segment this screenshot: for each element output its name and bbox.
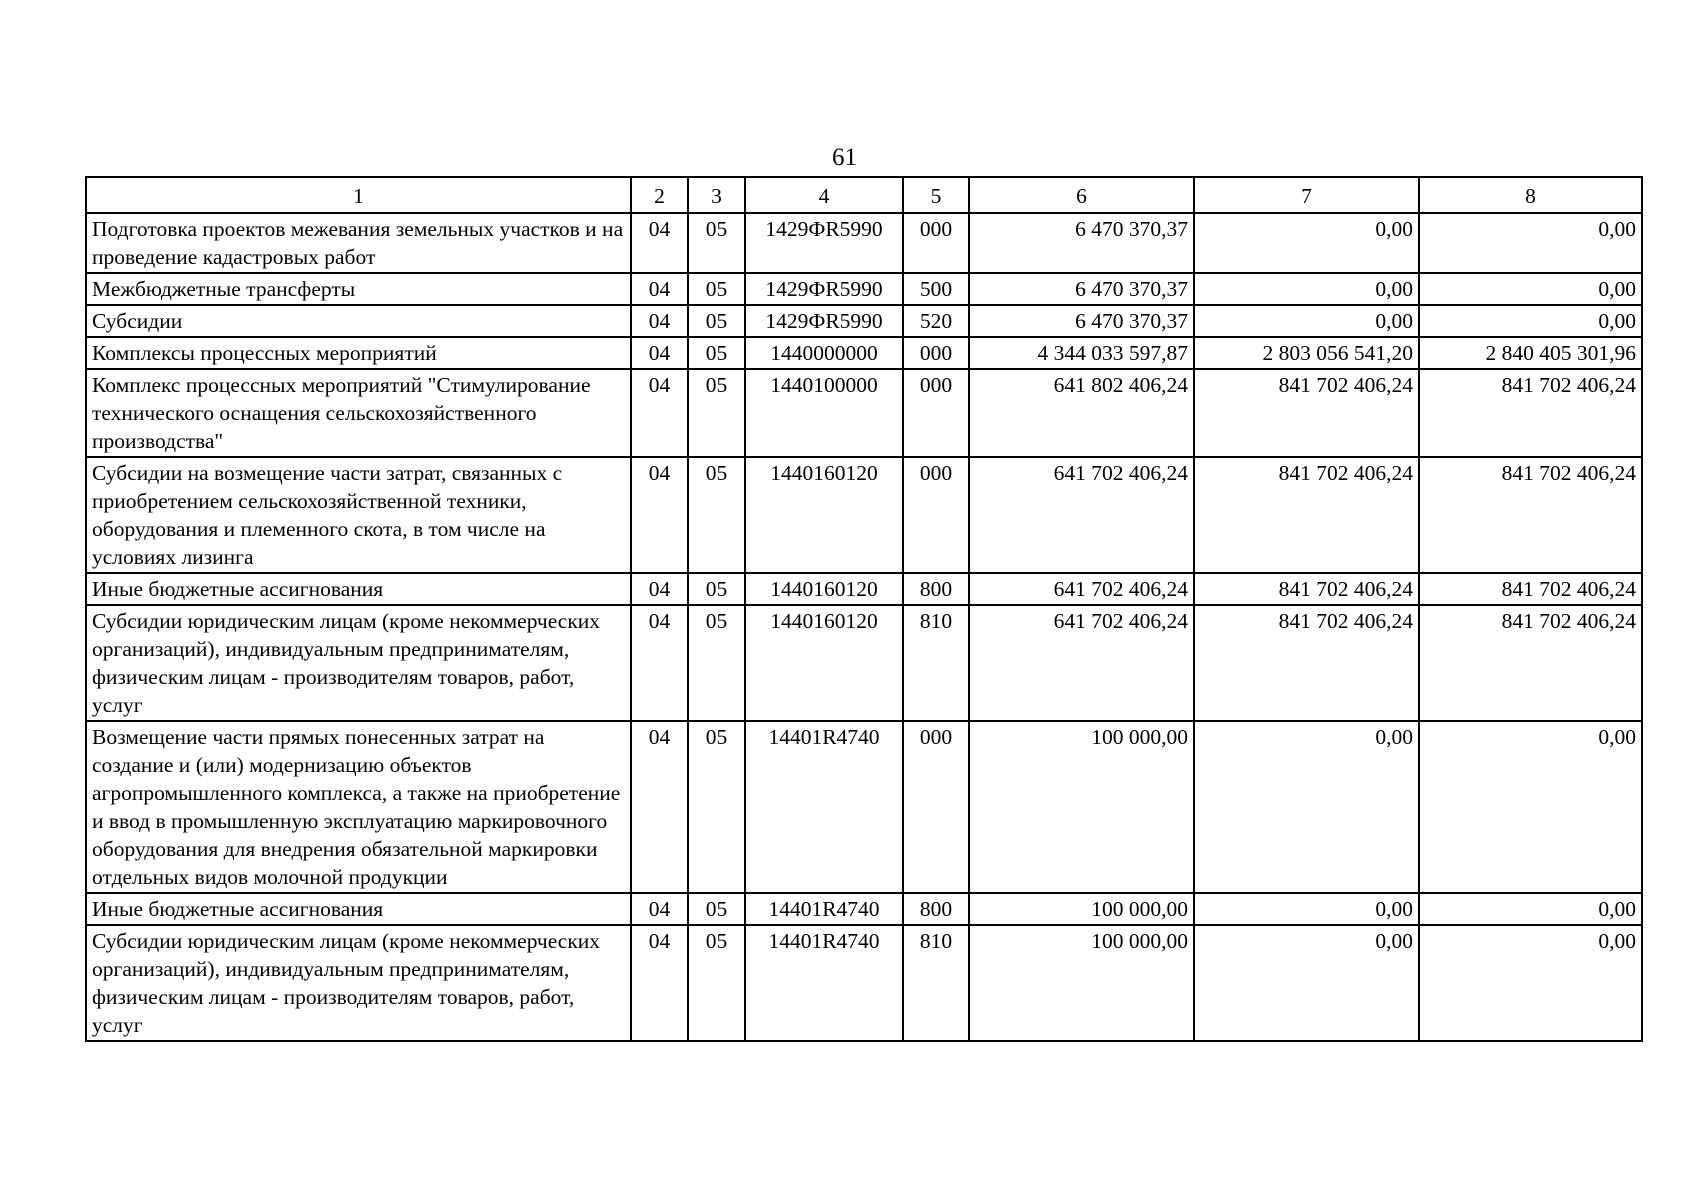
row-expense-type: 810 [903, 925, 969, 1041]
row-amount-col6: 6 470 370,37 [969, 305, 1194, 337]
header-cell-3: 3 [688, 177, 745, 213]
row-amount-col7: 841 702 406,24 [1194, 369, 1419, 457]
row-expense-type: 000 [903, 213, 969, 273]
row-name: Комплекс процессных мероприятий "Стимулирование технического оснащения сельскохозяйственного производства" [86, 369, 631, 457]
table-row [86, 213, 1642, 273]
row-subsection: 05 [688, 721, 745, 893]
table-row [86, 337, 1642, 369]
row-amount-col6: 641 802 406,24 [969, 369, 1194, 457]
row-amount-col8: 841 702 406,24 [1419, 457, 1642, 573]
row-section: 04 [631, 457, 688, 573]
row-target-code: 14401R4740 [745, 721, 903, 893]
row-name: Межбюджетные трансферты [86, 273, 631, 305]
row-amount-col6: 4 344 033 597,87 [969, 337, 1194, 369]
header-cell-4: 4 [745, 177, 903, 213]
row-target-code: 1440000000 [745, 337, 903, 369]
row-section: 04 [631, 369, 688, 457]
row-amount-col8: 0,00 [1419, 925, 1642, 1041]
row-amount-col7: 841 702 406,24 [1194, 605, 1419, 721]
row-amount-col8: 0,00 [1419, 721, 1642, 893]
row-expense-type: 800 [903, 573, 969, 605]
row-amount-col6: 641 702 406,24 [969, 605, 1194, 721]
row-target-code: 14401R4740 [745, 925, 903, 1041]
row-amount-col8: 2 840 405 301,96 [1419, 337, 1642, 369]
row-target-code: 1440160120 [745, 457, 903, 573]
row-amount-col6: 6 470 370,37 [969, 213, 1194, 273]
row-amount-col7: 0,00 [1194, 213, 1419, 273]
row-target-code: 1440160120 [745, 605, 903, 721]
row-name: Иные бюджетные ассигнования [86, 573, 631, 605]
row-amount-col7: 0,00 [1194, 305, 1419, 337]
table-row [86, 573, 1642, 605]
row-expense-type: 800 [903, 893, 969, 925]
row-subsection: 05 [688, 457, 745, 573]
table-row [86, 369, 1642, 457]
row-section: 04 [631, 721, 688, 893]
page-number: 61 [832, 144, 857, 171]
row-expense-type: 810 [903, 605, 969, 721]
header-cell-5: 5 [903, 177, 969, 213]
row-amount-col6: 100 000,00 [969, 721, 1194, 893]
row-amount-col8: 841 702 406,24 [1419, 605, 1642, 721]
row-name: Субсидии на возмещение части затрат, связанных с приобретением сельскохозяйственной техники, оборудования и племенного скота, в том числе на условиях лизинга [86, 457, 631, 573]
row-section: 04 [631, 573, 688, 605]
row-subsection: 05 [688, 337, 745, 369]
header-row [86, 177, 1642, 213]
header-cell-2: 2 [631, 177, 688, 213]
row-amount-col6: 641 702 406,24 [969, 573, 1194, 605]
header-cell-8: 8 [1419, 177, 1642, 213]
row-expense-type: 500 [903, 273, 969, 305]
row-section: 04 [631, 925, 688, 1041]
row-subsection: 05 [688, 273, 745, 305]
row-subsection: 05 [688, 573, 745, 605]
table-row [86, 925, 1642, 1041]
row-name: Субсидии юридическим лицам (кроме некоммерческих организаций), индивидуальным предпринимателям, физическим лицам - производителям товаров, работ, услуг [86, 925, 631, 1041]
row-name: Комплексы процессных мероприятий [86, 337, 631, 369]
row-expense-type: 000 [903, 369, 969, 457]
row-expense-type: 000 [903, 337, 969, 369]
row-amount-col6: 100 000,00 [969, 893, 1194, 925]
row-section: 04 [631, 605, 688, 721]
row-amount-col6: 641 702 406,24 [969, 457, 1194, 573]
row-target-code: 1429ФR5990 [745, 273, 903, 305]
row-amount-col6: 6 470 370,37 [969, 273, 1194, 305]
row-name: Возмещение части прямых понесенных затрат на создание и (или) модернизацию объектов агропромышленного комплекса, а также на приобретение и ввод в промышленную эксплуатацию маркировочного оборудования для внедрения обязательной маркировки отдельных видов молочной продукции [86, 721, 631, 893]
table-row [86, 457, 1642, 573]
header-cell-7: 7 [1194, 177, 1419, 213]
row-name: Подготовка проектов межевания земельных участков и на проведение кадастровых работ [86, 213, 631, 273]
row-amount-col8: 841 702 406,24 [1419, 369, 1642, 457]
row-subsection: 05 [688, 213, 745, 273]
row-target-code: 1429ФR5990 [745, 305, 903, 337]
row-amount-col7: 2 803 056 541,20 [1194, 337, 1419, 369]
row-amount-col8: 0,00 [1419, 893, 1642, 925]
row-expense-type: 000 [903, 721, 969, 893]
budget-table [85, 176, 1643, 1042]
row-amount-col7: 0,00 [1194, 925, 1419, 1041]
row-subsection: 05 [688, 925, 745, 1041]
table-row [86, 305, 1642, 337]
row-amount-col8: 0,00 [1419, 213, 1642, 273]
row-section: 04 [631, 213, 688, 273]
row-section: 04 [631, 337, 688, 369]
row-name: Субсидии [86, 305, 631, 337]
row-expense-type: 520 [903, 305, 969, 337]
table-row [86, 273, 1642, 305]
table-row [86, 721, 1642, 893]
table-row [86, 893, 1642, 925]
row-subsection: 05 [688, 893, 745, 925]
row-amount-col7: 0,00 [1194, 273, 1419, 305]
row-target-code: 1440160120 [745, 573, 903, 605]
header-cell-1: 1 [86, 177, 631, 213]
row-amount-col8: 841 702 406,24 [1419, 573, 1642, 605]
row-amount-col6: 100 000,00 [969, 925, 1194, 1041]
row-name: Иные бюджетные ассигнования [86, 893, 631, 925]
table-row [86, 605, 1642, 721]
row-target-code: 1440100000 [745, 369, 903, 457]
row-subsection: 05 [688, 605, 745, 721]
row-amount-col7: 841 702 406,24 [1194, 573, 1419, 605]
row-target-code: 1429ФR5990 [745, 213, 903, 273]
row-section: 04 [631, 273, 688, 305]
header-cell-6: 6 [969, 177, 1194, 213]
row-expense-type: 000 [903, 457, 969, 573]
row-subsection: 05 [688, 369, 745, 457]
row-amount-col8: 0,00 [1419, 273, 1642, 305]
row-subsection: 05 [688, 305, 745, 337]
row-target-code: 14401R4740 [745, 893, 903, 925]
row-amount-col7: 841 702 406,24 [1194, 457, 1419, 573]
row-section: 04 [631, 893, 688, 925]
row-amount-col7: 0,00 [1194, 721, 1419, 893]
row-amount-col8: 0,00 [1419, 305, 1642, 337]
row-amount-col7: 0,00 [1194, 893, 1419, 925]
row-section: 04 [631, 305, 688, 337]
row-name: Субсидии юридическим лицам (кроме некоммерческих организаций), индивидуальным предпринимателям, физическим лицам - производителям товаров, работ, услуг [86, 605, 631, 721]
